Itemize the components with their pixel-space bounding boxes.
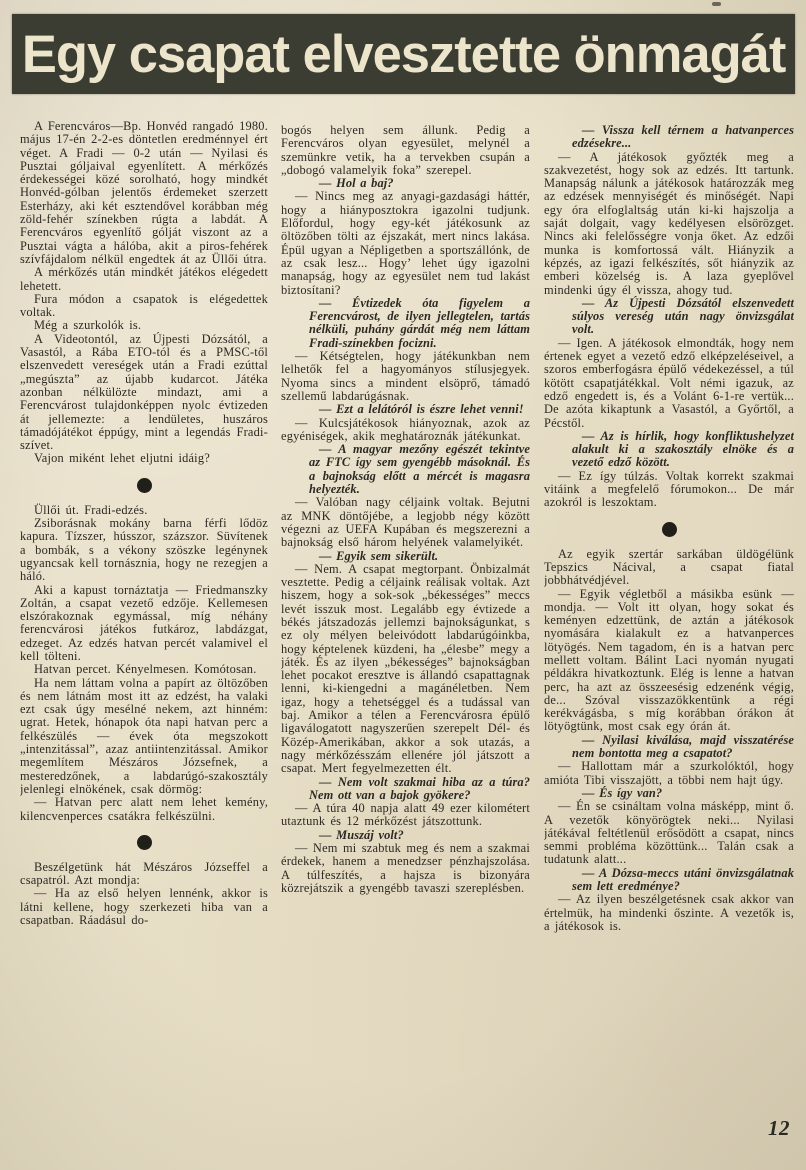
article-column-1 <box>20 120 268 1162</box>
article-paragraph: A Ferencváros—Bp. Honvéd rangadó 1980. május 17-én 2-2-es döntetlen eredménnyel ért véget. A Fradi — 0-2 után — Nyilasi és Pusztai góljaival egyenlített. A mérkőzés érdekességei közé sorolható, hogy mindkét Honvéd-gólban jelentős érdemeket szerzett Esterházy, aki két esztendővel korábban még zöld-fehér színekben rúgta a labdát. A Ferencváros egyenlítő gólját viszont az a Pusztai vágta a hálóba, akit a piros-fehérek szívfájdalom nélkül engedtek át az Üllői útra. <box>20 120 268 266</box>
article-title-banner <box>12 14 795 94</box>
page-number: 12 <box>768 1116 790 1140</box>
article-paragraph: A Videotontól, az Újpesti Dózsától, a Vasastól, a Rába ETO-tól és a PMSC-től elszenvedett vereségek után a Fradi ezúttal „megúszta” az újabb kudarcot. Játéka azonban nélkülözte mindazt, ami a Ferencvárost tulajdonképpen nyolc évtizeden át jellemezte: a lendületes, huszáros támadójátékot éppúgy, mint a legendás Fradi-szívet. <box>20 331 268 453</box>
article-paragraph: — Kulcsjátékosok hiányoznak, azok az egyéniségek, akik meghatároznák játékunkat. <box>281 415 530 443</box>
article-paragraph: — Az ilyen beszélgetésnek csak akkor van értelmük, ha mindenki őszinte. A vezetők is, a játékosok is. <box>544 892 794 933</box>
article-column-2 <box>281 124 530 1166</box>
section-divider <box>544 510 794 548</box>
article-paragraph: Vajon miként lehet eljutni idáig? <box>34 451 210 466</box>
interview-question: — Az Újpesti Dózsától elszenvedett súlyos vereség után nagy önvizsgálat volt. <box>572 295 794 337</box>
article-paragraph: Az egyik szertár sarkában üldögélünk Tepszics Nácival, a csapat fiatal jobbhátvédjével. <box>544 546 794 588</box>
article-paragraph: Ha nem láttam volna a papírt az öltözőben és nem látnám most itt az edzést, ha valaki ezt csak úgy mesélné nekem, azt hinném: ugrat. Hetek, hónapok óta napi hatvan perc a felkészülés — évek óta megszokott „intenzitással”, azaz antiintenzitással. Amikor megemlítem Mészáros Józsefnek, a mesteredzőnek, a labdarúgó-szakosztály jelenlegi elnökének, csak dörmög: <box>20 675 268 796</box>
interview-question: — Vissza kell térnem a hatvanperces edzésekre... <box>572 124 794 151</box>
interview-question: — Nem volt szakmai hiba az a túra? Nem ott van a bajok gyökere? <box>309 774 530 802</box>
interview-question: — Nyilasi kiválása, majd visszatérése nem bontotta meg a csapatot? <box>572 732 794 761</box>
interview-question: — Muszáj volt? <box>319 827 404 842</box>
article-paragraph: A mérkőzés után mindkét játékos elégedett lehetett. <box>20 265 268 293</box>
interview-question: — A magyar mezőny egészét tekintve az FTC így sem gyengébb másoknál. És a bajnokság előtt a mércét is magasra helyezték. <box>309 442 530 497</box>
article-paragraph: Beszélgetünk hát Mészáros Józseffel a csapatról. Azt mondja: <box>20 859 268 888</box>
interview-question: — Hol a baj? <box>319 176 394 191</box>
article-paragraph: — Nem. A csapat megtorpant. Önbizalmát vesztette. Pedig a céljaink reálisak voltak. Azt hiszem, hogy a sok-sok „békességes” meccs levét isszuk most. Legalább egy évtizede a békés játszadozás jellemzi bajnokságunkat, s ez oly mélyen beleivódott labdarúgóinkba, hogy képtelenek küzdeni, ha „élesbe” megy a játék. És az ilyen „békességes” bajnokságban lehet pocakot eresztve is állandó csapattagnak lenni, ki-kiengedni a magánéletben. Nem igaz, hogy a tehetséggel és a tudással van baj. Amikor a télen a Ferencvárosra épülő ligaválogatott nagyszerűen szerepelt Dél- és Közép-Amerikában, akkor a sok utazás, a nagy mérkőzésszám ellenére jól játszott a csapat. Mert fegyelmezetten élt. <box>281 561 530 776</box>
interview-question: — És így van? <box>582 785 663 800</box>
article-paragraph: — Ha az első helyen lennénk, akkor is látni kellene, hogy szerkezeti hiba van a csapatban. Ráadásul do- <box>20 886 268 928</box>
article-paragraph: — Kétségtelen, hogy játékunkban nem lelhetők fel a hagyományos stílusjegyek. Nyoma sincs a mindent elsöprő, támadó szellemű labdarúgásnak. <box>281 349 530 403</box>
scan-artifact <box>712 2 721 6</box>
divider-dot-icon <box>137 478 152 493</box>
article-paragraph: Üllői út. Fradi-edzés. <box>34 502 148 517</box>
article-paragraph: — Egyik végletből a másikba esünk — mondja. — Volt itt olyan, hogy sokat és keményen edzettünk, de aztán a játékosok nyomására kialakult ez a hatvanperces lötyögés. Nem tagadom, én is a hatvan perc mellett voltam. Bálint Laci nyomán nyugati példákra hivatkoztunk. Elég is lenne a hatvan perc, ha azt az összeesésig edzenénk végig, de... Szóval visszazökkentünk a régi kerékvágásba, s míg korábban órákon át lötyögtünk, most csak egy órán át. <box>544 586 794 734</box>
article-paragraph: — Nincs meg az anyagi-gazdasági háttér, hogy a hiányposztokra igazolni tudjunk. Előfordul, hogy egy-két játékosunk az öltözőben tölti az éjszakát, mert nincs lakása. Épül ugyan a Népligetben a sportszállónk, de az csak lesz... Hogy’ lehet úgy igazolni manapság, hogy az egyesület nem tud lakást biztosítani? <box>281 189 530 297</box>
interview-question: — A Dózsa-meccs utáni önvizsgálatnak sem lett eredménye? <box>572 865 794 894</box>
interview-question: — Az is hírlik, hogy konfliktushelyzet alakult ki a szakosztály elnöke és a vezető edző között. <box>572 428 794 470</box>
article-paragraph: Zsiborásnak mokány barna férfi lődöz kapura. Tízszer, hússzor, százszor. Süvítenek a bombák, s a vékony szöszke legénynek ugyancsak kell tornásznia, hogy ne rezegjen a háló. <box>20 516 268 584</box>
article-paragraph: — Hallottam már a szurkolóktól, hogy amióta Tibi visszajött, a többi nem hajt úgy. <box>544 759 794 787</box>
section-divider <box>20 823 268 861</box>
article-paragraph: — Ez így túlzás. Voltak korrekt szakmai vitáink a megfelelő fórumokon... De már azokról is leszoktam. <box>544 468 794 510</box>
article-paragraph: — Nem mi szabtuk meg és nem a szakmai érdekek, hanem a menedzser pénzhajszolása. A túlfeszítés, a hajsza is bizonyára közrejátszik a gyengébb tavaszi szereplésben. <box>281 841 530 895</box>
article-paragraph: — Hatvan perc alatt nem lehet kemény, kilencvenperces csatákra felkészülni. <box>20 795 268 823</box>
interview-question: — Évtizedek óta figyelem a Ferencvárost, de ilyen jellegtelen, tartás nélküli, puhány gárdát még nem láttam Fradi-színekben focizni. <box>309 295 530 350</box>
interview-question: — Egyik sem sikerült. <box>319 548 439 563</box>
article-paragraph: — Én se csináltam volna másképp, mint ő. A vezetők könyörögtek neki... Nyilasi játékával feltétlenül erősödött a csapat, nincs semmi probléma közöttünk... Talán csak a tudatunk alatt... <box>544 799 794 867</box>
article-paragraph: Aki a kapust tornáztatja — Friedmanszky Zoltán, a csapat vezető edzője. Kellemesen elszórakoznak egymással, míg néhány ferencvárosi játékos futkároz, labdázgat, edzeget. Az edzés hatvan percét valamivel el kell tölteni. <box>20 582 268 663</box>
interview-question: — Ezt a lelátóról is észre lehet venni! <box>319 402 524 417</box>
article-column-3 <box>544 124 794 1166</box>
article-paragraph: Még a szurkolók is. <box>34 318 142 333</box>
article-paragraph: bogós helyen sem állunk. Pedig a Ferencváros olyan egyesület, melynél a szemünkre vetik, ha a tervekben csupán a „dobogó valamelyik foka” szerepel. <box>281 124 530 177</box>
article-paragraph: — A játékosok győzték meg a szakvezetést, hogy sok az edzés. Itt tartunk. Manapság nálunk a játékosok határozzák meg az edzések mennyiségét és minőségét. Napi egy óra elfoglaltság után ki-ki hajszolja a saját dolgait, vagy kedélyesen elsörözget. Nincs aki felelősségre vonja őket. Az edzői munka is komfortossá vált. Hiányzik a képzés, az igazi felkészítés, sőt hiányzik az emberi közelség is. A laza gyeplővel mindenki úgy él vissza, ahogy tud. <box>544 149 794 297</box>
article-paragraph: — A túra 40 napja alatt 49 ezer kilométert utaztunk és 12 mérkőzést játszottunk. <box>281 801 530 829</box>
divider-dot-icon <box>662 522 677 537</box>
article-paragraph: Hatvan percet. Kényelmesen. Komótosan. <box>34 662 257 677</box>
divider-dot-icon <box>137 835 152 850</box>
article-paragraph: Fura módon a csapatok is elégedettek voltak. <box>20 291 268 320</box>
article-paragraph: — Valóban nagy céljaink voltak. Bejutni az MNK döntőjébe, a legjobb négy között végezni az UEFA Kupában és megszerezni a bajnokság első három helyének valamelyikét. <box>281 495 530 550</box>
article-paragraph: — Igen. A játékosok elmondták, hogy nem értenek egyet a vezető edző elképzeléseivel, a szoros emberfogásra épülő védekezéssel, a túl kötött csapatjátékkal. Volt némi igazuk, az edző engedett is, és a Volánt 6-1-re vertük... De azóta kikaptunk a Vasastól, a Győrtől, a Pécstől. <box>544 335 794 430</box>
section-divider <box>20 466 268 504</box>
article-title: Egy csapat elvesztette önmagát <box>21 24 786 84</box>
